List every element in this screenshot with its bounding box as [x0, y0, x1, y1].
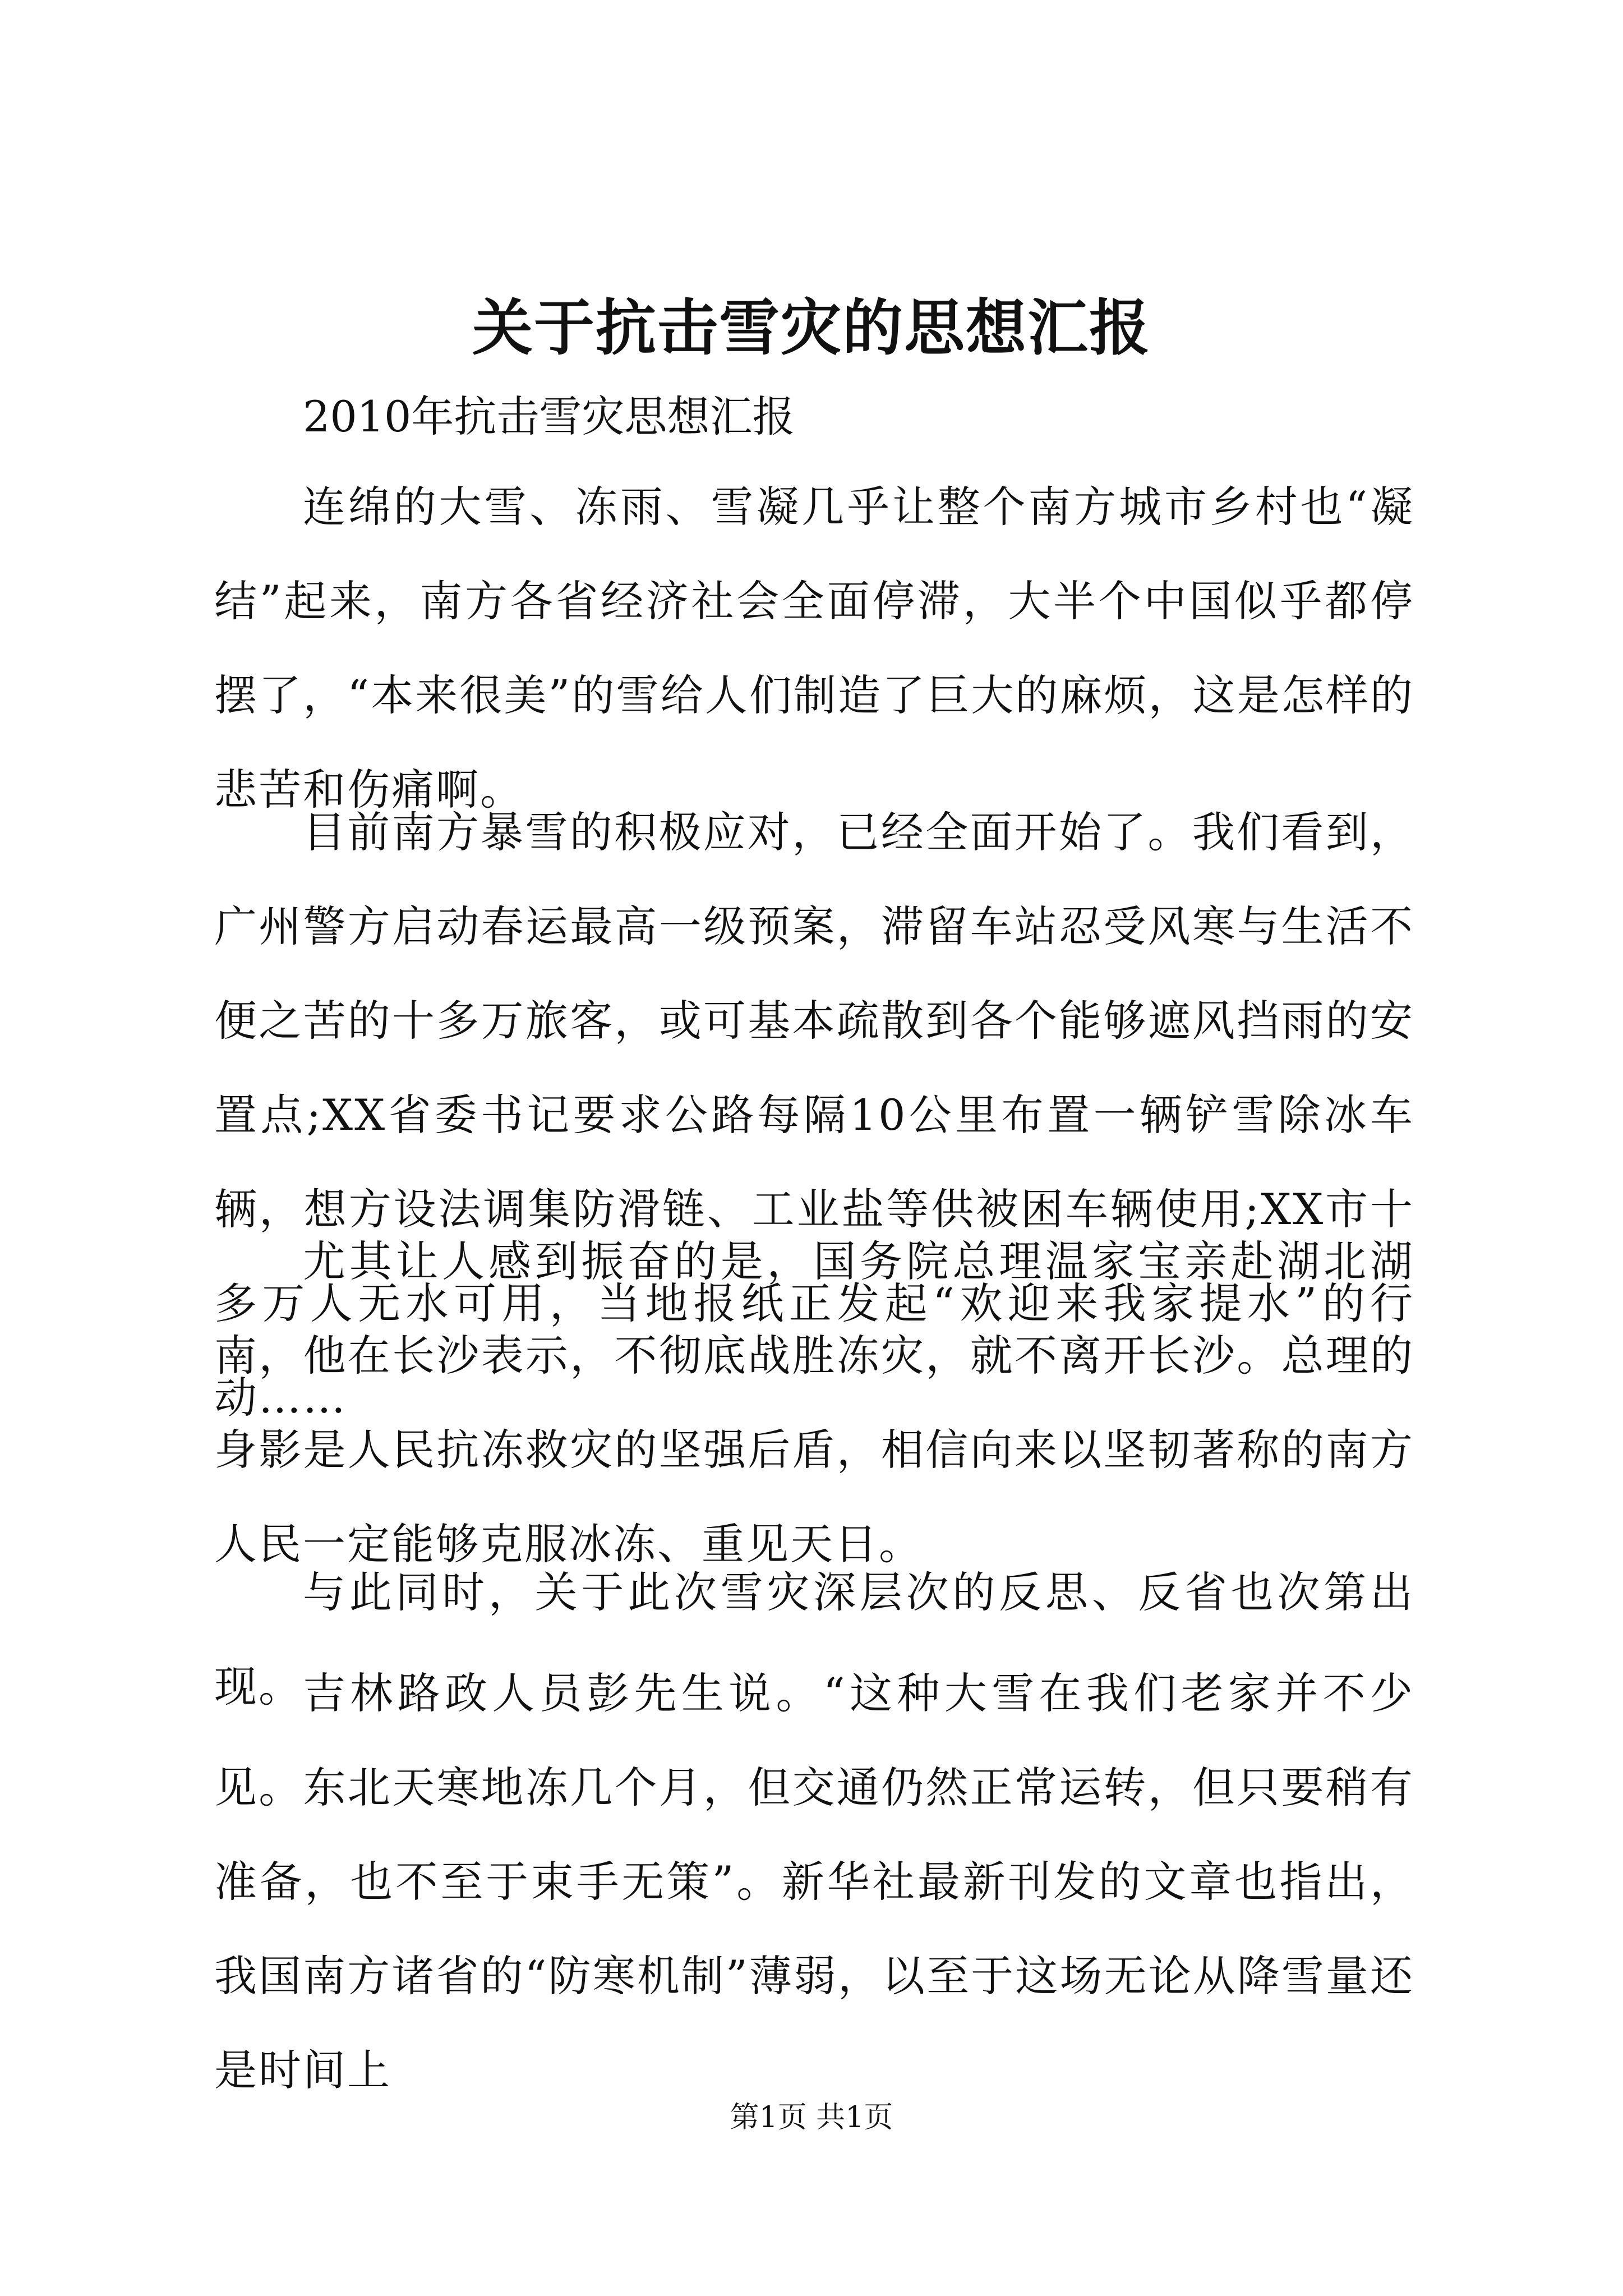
document-title: 关于抗击雪灾的思想汇报 [472, 293, 1151, 364]
paragraph-3: 尤其让人感到振奋的是，国务院总理温家宝亲赴湖北湖南，他在长沙表示，不彻底战胜冻灾，就不离开长沙。总理的身影是人民抗冻救灾的坚强后盾，相信向来以坚韧著称的南方人民一定能够克服冰冻、重见天日。 [214, 1236, 1414, 1569]
paragraph-2: 目前南方暴雪的积极应对，已经全面开始了。我们看到，广州警方启动春运最高一级预案，滞留车站忍受风寒与生活不便之苦的十多万旅客，或可基本疏散到各个能够遮风挡雨的安置点;XX省委书记要求公路每隔10公里布置一辆铲雪除冰车辆，想方设法调集防滑链、工业盐等供被困车辆使用;XX市十多万人无水可用，当地报纸正发起“欢迎来我家提水”的行动…… [214, 807, 1414, 1423]
paragraph-1: 连绵的大雪、冻雨、雪凝几乎让整个南方城市乡村也“凝结”起来，南方各省经济社会全面停滞，大半个中国似乎都停摆了，“本来很美”的雪给人们制造了巨大的麻烦，这是怎样的悲苦和伤痛啊。 [214, 482, 1414, 815]
paragraph-5: 吉林路政人员彭先生说。“这种大雪在我们老家并不少见。东北天寒地冻几个月，但交通仍然正常运转，但只要稍有准备，也不至于束手无策”。新华社最新刊发的文章也指出，我国南方诸省的“防寒机制”薄弱，以至于这场无论从降雪量还是时间上 [214, 1668, 1414, 2095]
page-footer: 第1页 共1页 [730, 2101, 893, 2134]
paragraph-4: 与此同时，关于此次雪灾深层次的反思、反省也次第出现。 [214, 1567, 1414, 1711]
document-subtitle: 2010年抗击雪灾思想汇报 [303, 392, 795, 441]
